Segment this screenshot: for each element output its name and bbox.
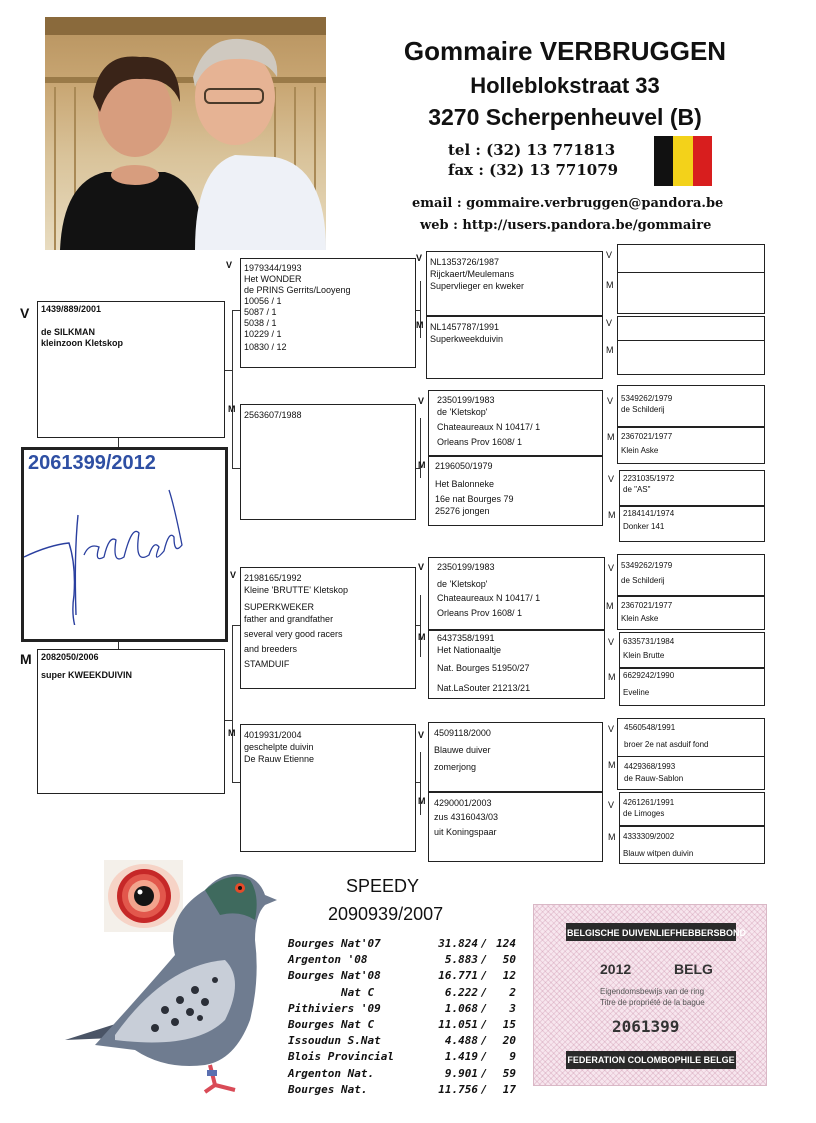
g2-ds-line: father and grandfather bbox=[244, 614, 334, 624]
g3-sdd-line: 2196050/1979 bbox=[435, 461, 493, 471]
g4-box-9[interactable] bbox=[617, 554, 765, 596]
g4-mark: V bbox=[606, 318, 613, 328]
owner-name: Gommaire VERBRUGGEN bbox=[403, 36, 727, 66]
g3-dds-box[interactable] bbox=[428, 722, 603, 792]
subject-box[interactable] bbox=[21, 447, 228, 642]
g4-box-12[interactable] bbox=[619, 668, 765, 706]
g2-ss-box[interactable] bbox=[240, 258, 416, 368]
g4-mark: V bbox=[608, 800, 615, 810]
g4-box-16[interactable] bbox=[619, 826, 765, 864]
g3-ddd-line: zus 4316043/03 bbox=[434, 812, 499, 822]
g2-ss-line: 10229 / 1 bbox=[244, 329, 282, 339]
result-row bbox=[288, 952, 516, 968]
g3-sdd-box[interactable] bbox=[428, 456, 603, 526]
result-rank: 15 bbox=[502, 1018, 516, 1032]
g4-mark: V bbox=[608, 724, 615, 734]
sire-ring: 1439/889/2001 bbox=[41, 304, 102, 314]
result-rank: 9 bbox=[509, 1050, 516, 1064]
g2-ds-box[interactable] bbox=[240, 567, 416, 689]
g4-mark: M bbox=[606, 601, 614, 611]
g4-line: 5349262/1979 bbox=[621, 561, 673, 570]
g4-line: de Schilderij bbox=[621, 405, 665, 414]
g3-dsd-line: Nat.LaSouter 21213/21 bbox=[437, 683, 531, 693]
subject-ring: 2061399/2012 bbox=[28, 452, 156, 474]
g3-sds-line: Chateaureaux N 10417/ 1 bbox=[437, 422, 541, 432]
result-row bbox=[288, 1082, 516, 1098]
result-race: Blois Provincial bbox=[288, 1050, 394, 1064]
g4-line: 2184141/1974 bbox=[623, 509, 675, 518]
owner-fax: fax : (32) 13 771079 bbox=[448, 161, 619, 179]
g2-ds-line: SUPERKWEKER bbox=[244, 602, 315, 612]
g3-ssd-box[interactable] bbox=[426, 316, 603, 379]
result-race: Argenton '08 bbox=[288, 953, 368, 967]
speedy-name: SPEEDY bbox=[346, 876, 420, 896]
g4-box-14[interactable] bbox=[617, 756, 765, 790]
g4-mark: V bbox=[607, 396, 614, 406]
g3-dss-box[interactable] bbox=[428, 557, 605, 630]
g4-line: Blauw witpen duivin bbox=[623, 849, 694, 858]
result-race: Bourges Nat'08 bbox=[288, 969, 381, 983]
g4-mark: M bbox=[606, 280, 614, 290]
result-sep: / bbox=[480, 985, 488, 999]
result-race: Argenton Nat. bbox=[288, 1066, 375, 1080]
result-row bbox=[288, 1017, 516, 1033]
g2-ss-line: 10830 / 12 bbox=[244, 342, 287, 352]
g4-mark: V bbox=[606, 250, 613, 260]
result-speed: 1.419 bbox=[444, 1050, 478, 1064]
g3-dss-line: 2350199/1983 bbox=[437, 562, 495, 572]
g2-dd-line: 4019931/2004 bbox=[244, 730, 302, 740]
g2-ss-line: 10056 / 1 bbox=[244, 296, 282, 306]
g4-mark: M bbox=[606, 345, 614, 355]
g4-line: 4429368/1993 bbox=[624, 762, 676, 771]
certificate-year: 2012 bbox=[600, 961, 632, 977]
result-rank: 2 bbox=[509, 985, 516, 999]
g2-ds-line: Kleine 'BRUTTE' Kletskop bbox=[244, 585, 348, 595]
ss-mark: V bbox=[226, 260, 233, 270]
result-row bbox=[288, 1049, 516, 1065]
result-speed: 11.756 bbox=[438, 1082, 478, 1096]
owner-city: 3270 Scherpenheuvel (B) bbox=[428, 104, 702, 130]
g2-ss-line: 5087 / 1 bbox=[244, 307, 277, 317]
g2-dd-line: geschelpte duivin bbox=[244, 742, 314, 752]
g3-dsd-line: Nat. Bourges 51950/27 bbox=[437, 663, 530, 673]
result-race: Issoudun S.Nat bbox=[288, 1034, 381, 1048]
g3-dsd-box[interactable] bbox=[428, 630, 605, 699]
ddd-mark: M bbox=[418, 796, 426, 806]
g4-line: Klein Aske bbox=[621, 614, 659, 623]
g3-dsd-line: 6437358/1991 bbox=[437, 633, 495, 643]
ds-mark: V bbox=[230, 570, 237, 580]
g3-dds-line: Blauwe duiver bbox=[434, 745, 491, 755]
result-race: Bourges Nat C bbox=[288, 1018, 375, 1032]
result-sep: / bbox=[480, 1050, 488, 1064]
result-speed: 31.824 bbox=[438, 937, 478, 950]
g4-mark: M bbox=[608, 672, 616, 682]
pigeon-photo bbox=[55, 860, 285, 1095]
g3-sds-line: de 'Kletskop' bbox=[437, 407, 488, 417]
g3-ddd-box[interactable] bbox=[428, 792, 603, 862]
result-sep: / bbox=[480, 1001, 488, 1015]
owner-web[interactable]: web : http://users.pandora.be/gommaire bbox=[420, 218, 712, 233]
result-rank: 124 bbox=[496, 937, 516, 950]
g3-dss-line: Chateaureaux N 10417/ 1 bbox=[437, 593, 541, 603]
g4-mark: V bbox=[608, 637, 615, 647]
g4-line: 4333309/2002 bbox=[623, 832, 675, 841]
g4-mark: M bbox=[608, 760, 616, 770]
g2-ds-line: STAMDUIF bbox=[244, 659, 290, 669]
result-sep: / bbox=[480, 1082, 488, 1096]
result-row bbox=[288, 968, 516, 984]
certificate-top-banner: BELGISCHE DUIVENLIEFHEBBERSBOND bbox=[566, 923, 736, 941]
g3-ssd-line: Superkweekduivin bbox=[430, 334, 504, 344]
sire-mark: V bbox=[20, 305, 30, 321]
owner-street: Holleblokstraat 33 bbox=[470, 73, 660, 98]
certificate-bottom-banner: FEDERATION COLOMBOPHILE BELGE bbox=[566, 1051, 736, 1069]
g3-dss-line: de 'Kletskop' bbox=[437, 579, 488, 589]
g4-box-2[interactable] bbox=[617, 272, 765, 314]
g2-ss-line: de PRINS Gerrits/Looyeng bbox=[244, 285, 351, 295]
result-speed: 9.901 bbox=[444, 1066, 478, 1080]
result-race: Bourges Nat'07 bbox=[288, 937, 381, 950]
sire-line: de SILKMAN bbox=[41, 327, 95, 337]
result-rank: 3 bbox=[509, 1001, 516, 1015]
g2-ss-line: Het WONDER bbox=[244, 274, 302, 284]
g4-line: de Limoges bbox=[623, 809, 665, 818]
certificate-country: BELG bbox=[674, 961, 713, 977]
g3-sss-line: Supervlieger en kweker bbox=[430, 281, 525, 291]
g2-ds-line: several very good racers bbox=[244, 629, 343, 639]
result-speed: 11.051 bbox=[438, 1018, 478, 1032]
result-race: Pithiviers '09 bbox=[288, 1001, 381, 1015]
certificate-line1: Eigendomsbewijs van de ring bbox=[600, 987, 705, 996]
dsd-mark: M bbox=[418, 632, 426, 642]
g4-box-4[interactable] bbox=[617, 340, 765, 375]
result-speed: 1.068 bbox=[444, 1001, 478, 1015]
g4-box-11[interactable] bbox=[619, 632, 765, 668]
sd-mark: M bbox=[228, 404, 236, 414]
result-speed: 16.771 bbox=[438, 969, 478, 983]
g2-dd-box[interactable] bbox=[240, 724, 416, 852]
g2-sd-line: 2563607/1988 bbox=[244, 410, 302, 420]
result-speed: 6.222 bbox=[444, 985, 478, 999]
dam-mark: M bbox=[20, 651, 32, 667]
result-sep: / bbox=[480, 1018, 488, 1032]
dss-mark: V bbox=[418, 562, 425, 572]
dds-mark: V bbox=[418, 730, 425, 740]
g3-ssd-line: NL1457787/1991 bbox=[430, 322, 500, 332]
g4-line: Klein Brutte bbox=[623, 651, 665, 660]
owner-email[interactable]: email : gommaire.verbruggen@pandora.be bbox=[412, 196, 724, 211]
g4-line: 2231035/1972 bbox=[623, 474, 675, 483]
g4-line: broer 2e nat asduif fond bbox=[624, 740, 709, 749]
g3-dds-line: zomerjong bbox=[434, 762, 477, 772]
g3-dds-line: 4509118/2000 bbox=[434, 728, 491, 738]
speedy-results bbox=[288, 936, 516, 1098]
ssd-mark: M bbox=[416, 320, 424, 330]
g2-ss-line: 5038 / 1 bbox=[244, 318, 277, 328]
result-race: Nat C bbox=[288, 985, 375, 999]
ring-certificate bbox=[533, 904, 767, 1086]
owner-signature bbox=[24, 485, 219, 625]
g3-sdd-line: 16e nat Bourges 79 bbox=[435, 494, 514, 504]
g4-line: de Schilderij bbox=[621, 576, 665, 585]
g3-sss-line: NL1353726/1987 bbox=[430, 257, 500, 267]
result-rank: 50 bbox=[502, 953, 516, 967]
sss-mark: V bbox=[416, 253, 423, 263]
result-rank: 12 bbox=[502, 969, 516, 983]
g4-mark: M bbox=[608, 832, 616, 842]
sds-mark: V bbox=[418, 396, 425, 406]
result-row bbox=[288, 1066, 516, 1082]
g3-sdd-line: 25276 jongen bbox=[435, 506, 490, 516]
g4-mark: M bbox=[608, 510, 616, 520]
result-speed: 5.883 bbox=[444, 953, 478, 967]
result-rank: 59 bbox=[502, 1066, 516, 1080]
g3-sdd-line: Het Balonneke bbox=[435, 479, 495, 489]
g2-sd-box[interactable] bbox=[240, 404, 416, 520]
result-sep: / bbox=[480, 1066, 488, 1080]
belgian-flag bbox=[654, 136, 712, 186]
owner-photo bbox=[45, 17, 326, 250]
result-row bbox=[288, 985, 516, 1001]
speedy-ring: 2090939/2007 bbox=[328, 904, 444, 924]
g3-sds-box[interactable] bbox=[428, 390, 603, 456]
g3-dss-line: Orleans Prov 1608/ 1 bbox=[437, 608, 523, 618]
g2-dd-line: De Rauw Etienne bbox=[244, 754, 315, 764]
dd-mark: M bbox=[228, 728, 236, 738]
g4-box-8[interactable] bbox=[619, 506, 765, 542]
certificate-line2: Titre de propriété de la bague bbox=[600, 998, 705, 1007]
result-rank: 17 bbox=[502, 1082, 516, 1096]
g4-box-7[interactable] bbox=[619, 470, 765, 506]
g3-ddd-line: 4290001/2003 bbox=[434, 798, 492, 808]
g4-line: de "AS" bbox=[623, 485, 651, 494]
dam-ring: 2082050/2006 bbox=[41, 652, 99, 662]
g4-mark: V bbox=[608, 563, 615, 573]
result-row bbox=[288, 1001, 516, 1017]
g4-line: Klein Aske bbox=[621, 446, 659, 455]
g3-sss-box[interactable] bbox=[426, 251, 603, 316]
g3-ddd-line: uit Koningspaar bbox=[434, 827, 497, 837]
result-row bbox=[288, 1033, 516, 1049]
g4-line: 4560548/1991 bbox=[624, 723, 676, 732]
g4-box-13[interactable] bbox=[617, 718, 765, 760]
result-speed: 4.488 bbox=[444, 1034, 478, 1048]
g3-sds-line: Orleans Prov 1608/ 1 bbox=[437, 437, 523, 447]
g3-sss-line: Rijckaert/Meulemans bbox=[430, 269, 515, 279]
g4-line: de Rauw-Sablon bbox=[624, 774, 684, 783]
result-rank: 20 bbox=[502, 1034, 516, 1048]
g2-ss-line: 1979344/1993 bbox=[244, 263, 302, 273]
g4-box-6[interactable] bbox=[617, 427, 765, 464]
sire-box[interactable] bbox=[37, 301, 225, 438]
result-sep: / bbox=[480, 969, 488, 983]
result-sep: / bbox=[480, 1034, 488, 1048]
result-row bbox=[288, 936, 516, 952]
g4-line: 2367021/1977 bbox=[621, 432, 673, 441]
result-race: Bourges Nat. bbox=[288, 1082, 368, 1096]
g4-line: Eveline bbox=[623, 688, 650, 697]
g2-ds-line: 2198165/1992 bbox=[244, 573, 302, 583]
g4-line: 6629242/1990 bbox=[623, 671, 675, 680]
g3-sds-line: 2350199/1983 bbox=[437, 395, 495, 405]
sire-line: kleinzoon Kletskop bbox=[41, 338, 124, 348]
result-sep: / bbox=[480, 937, 488, 950]
g4-mark: M bbox=[607, 432, 615, 442]
g4-line: 6335731/1984 bbox=[623, 637, 675, 646]
dam-box[interactable] bbox=[37, 649, 225, 794]
g4-line: 2367021/1977 bbox=[621, 601, 673, 610]
g4-mark: V bbox=[608, 474, 615, 484]
g2-ds-line: and breeders bbox=[244, 644, 298, 654]
result-sep: / bbox=[480, 953, 488, 967]
g4-line: 5349262/1979 bbox=[621, 394, 673, 403]
g4-line: 4261261/1991 bbox=[623, 798, 675, 807]
g4-box-5[interactable] bbox=[617, 385, 765, 427]
g4-box-15[interactable] bbox=[619, 792, 765, 826]
sdd-mark: M bbox=[418, 460, 426, 470]
owner-tel: tel : (32) 13 771813 bbox=[448, 141, 616, 159]
certificate-number: 2061399 bbox=[612, 1017, 680, 1036]
g4-box-10[interactable] bbox=[617, 596, 765, 630]
g3-dsd-line: Het Nationaaltje bbox=[437, 645, 502, 655]
g4-line: Donker 141 bbox=[623, 522, 665, 531]
dam-line: super KWEEKDUIVIN bbox=[41, 670, 133, 680]
